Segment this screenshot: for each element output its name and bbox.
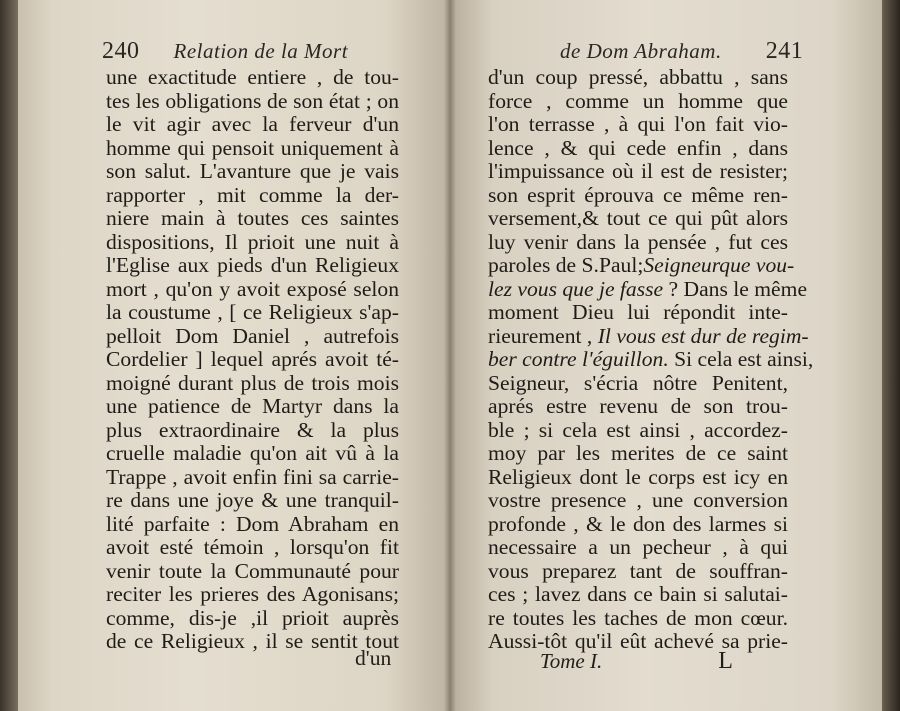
right-text-line bbox=[488, 113, 788, 137]
roman-segment: necessaire a un pecheur , à qui bbox=[488, 535, 788, 559]
italic-segment: Il vous est dur de regim- bbox=[592, 323, 809, 348]
italic-segment: lez vous que je fasse bbox=[488, 276, 664, 301]
right-text-line bbox=[488, 160, 788, 184]
left-text-line: moigné durant plus de trois mois bbox=[106, 370, 399, 395]
right-page bbox=[450, 0, 882, 711]
right-text-line bbox=[488, 207, 788, 231]
roman-segment: lence , & qui cede enfin , dans bbox=[488, 135, 788, 160]
left-text-line: son salut. L'avanture que je vais bbox=[106, 159, 399, 183]
right-text-line bbox=[488, 583, 788, 607]
left-catchword bbox=[355, 646, 391, 671]
left-text-line: Trappe , avoit enfin fini sa carrie- bbox=[106, 464, 399, 489]
roman-segment: re toutes les taches de mon cœur. bbox=[488, 605, 788, 630]
roman-segment: Religieux dont le corps est icy en bbox=[488, 464, 788, 489]
left-text-line: niere main à toutes ces saintes bbox=[106, 206, 399, 230]
signature-mark: L bbox=[718, 648, 733, 674]
roman-segment: profonde , & le don des larmes si bbox=[488, 511, 788, 536]
left-text-line: homme qui pensoit uniquement à bbox=[106, 135, 399, 160]
right-text-line bbox=[488, 395, 788, 419]
right-text-line bbox=[488, 489, 788, 513]
roman-segment: ces ; lavez dans ce bain si salutai- bbox=[488, 582, 788, 606]
left-page-text bbox=[106, 66, 399, 654]
left-text-line: tes les obligations de son état ; on bbox=[106, 88, 399, 113]
catchword-text: d'un bbox=[355, 646, 392, 670]
left-text-line: venir toute la Communauté pour bbox=[106, 558, 399, 583]
right-text-line bbox=[488, 442, 788, 466]
roman-segment: moment Dieu lui répondit inte- bbox=[488, 300, 788, 324]
left-text-line: pelloit Dom Daniel , autrefois bbox=[106, 323, 399, 348]
left-text-line: de ce Religieux , il se sentit tout bbox=[106, 629, 399, 653]
right-text-line bbox=[488, 301, 788, 325]
italic-segment: Seigneurque vou- bbox=[643, 253, 795, 277]
right-text-line bbox=[488, 276, 808, 302]
left-text-line: une patience de Martyr dans la bbox=[106, 394, 399, 418]
left-text-line: rapporter , mit comme la der- bbox=[106, 182, 399, 207]
left-page-header bbox=[102, 38, 348, 65]
left-text-line: comme, dis-je ,il prioit auprès bbox=[106, 605, 399, 630]
right-text-line bbox=[488, 184, 788, 208]
right-page-text bbox=[488, 65, 814, 654]
left-text-line: avoit esté témoin , lorsqu'on fit bbox=[106, 535, 399, 559]
roman-segment: aprés estre revenu de son trou- bbox=[488, 394, 788, 418]
italic-segment: ber contre l'éguillon. bbox=[488, 347, 669, 371]
volume-label: Tome I. bbox=[540, 649, 603, 673]
left-text-line: Cordelier ] lequel aprés avoit té- bbox=[106, 347, 399, 371]
right-text-line bbox=[488, 90, 788, 114]
left-text-line: plus extraordinaire & la plus bbox=[106, 417, 399, 442]
right-text-line bbox=[488, 253, 795, 278]
right-text-line bbox=[488, 137, 788, 161]
roman-segment: son esprit éprouva ce même ren- bbox=[488, 182, 788, 207]
roman-segment: Si cela est ainsi, bbox=[668, 347, 814, 371]
left-text-line: le vit agir avec la ferveur d'un bbox=[106, 112, 399, 136]
left-running-head: Relation de la Mort bbox=[173, 39, 349, 63]
right-text-line bbox=[488, 66, 788, 90]
right-text-line bbox=[488, 536, 788, 560]
book-gutter bbox=[444, 0, 456, 711]
roman-segment: Aussi-tôt qu'il eût achevé sa prie- bbox=[488, 629, 788, 653]
roman-segment: vous preparez tant de souffran- bbox=[488, 558, 788, 583]
roman-segment: paroles de S.Paul; bbox=[488, 253, 644, 277]
right-page-header bbox=[560, 38, 803, 65]
left-text-line: la coustume , [ ce Religieux s'ap- bbox=[106, 300, 399, 324]
roman-segment: luy venir dans la pensée , fut ces bbox=[488, 229, 788, 254]
roman-segment: l'on terrasse , à qui l'on fait vio- bbox=[488, 112, 788, 136]
right-text-line bbox=[488, 323, 809, 349]
left-text-line: re dans une joye & une tranquil- bbox=[106, 488, 399, 512]
roman-segment: versement,& tout ce qui pût alors bbox=[488, 206, 788, 230]
roman-segment: ble ; si cela est ainsi , accordez- bbox=[488, 417, 788, 442]
right-text-line bbox=[488, 231, 788, 255]
roman-segment: rieurement , bbox=[488, 323, 593, 348]
left-text-line: lité parfaite : Dom Abraham en bbox=[106, 511, 399, 536]
roman-segment: l'impuissance où il est de resister; bbox=[488, 159, 788, 183]
right-text-line bbox=[488, 607, 788, 631]
roman-segment: ? Dans le même bbox=[663, 276, 808, 301]
right-text-line bbox=[488, 372, 788, 396]
left-text-line: l'Eglise aux pieds d'un Religieux bbox=[106, 253, 399, 277]
roman-segment: moy par les merites de ce saint bbox=[488, 441, 788, 465]
left-text-line: une exactitude entiere , de tou- bbox=[106, 65, 399, 89]
right-page-number: 241 bbox=[765, 38, 804, 64]
right-text-line bbox=[488, 560, 788, 584]
left-page-number: 240 bbox=[102, 38, 140, 64]
right-text-line bbox=[488, 513, 788, 537]
roman-segment: force , comme un homme que bbox=[488, 88, 788, 113]
roman-segment: vostre presence , une conversion bbox=[488, 488, 788, 512]
roman-segment: d'un coup pressé, abbattu , sans bbox=[488, 65, 788, 89]
right-text-line bbox=[488, 466, 788, 490]
right-running-head: de Dom Abraham. bbox=[560, 39, 722, 63]
roman-segment: Seigneur, s'écria nôtre Penitent, bbox=[488, 370, 788, 395]
right-page-footer bbox=[540, 648, 733, 675]
left-text-line: mort , qu'on y avoit exposé selon bbox=[106, 276, 399, 301]
left-text-line: dispositions, Il prioit une nuit à bbox=[106, 229, 399, 254]
right-text-line bbox=[488, 347, 814, 372]
left-text-line: reciter les prieres des Agonisans; bbox=[106, 582, 399, 606]
left-page bbox=[18, 0, 450, 711]
left-text-line: cruelle maladie qu'on ait vû à la bbox=[106, 441, 399, 465]
right-text-line bbox=[488, 419, 788, 443]
